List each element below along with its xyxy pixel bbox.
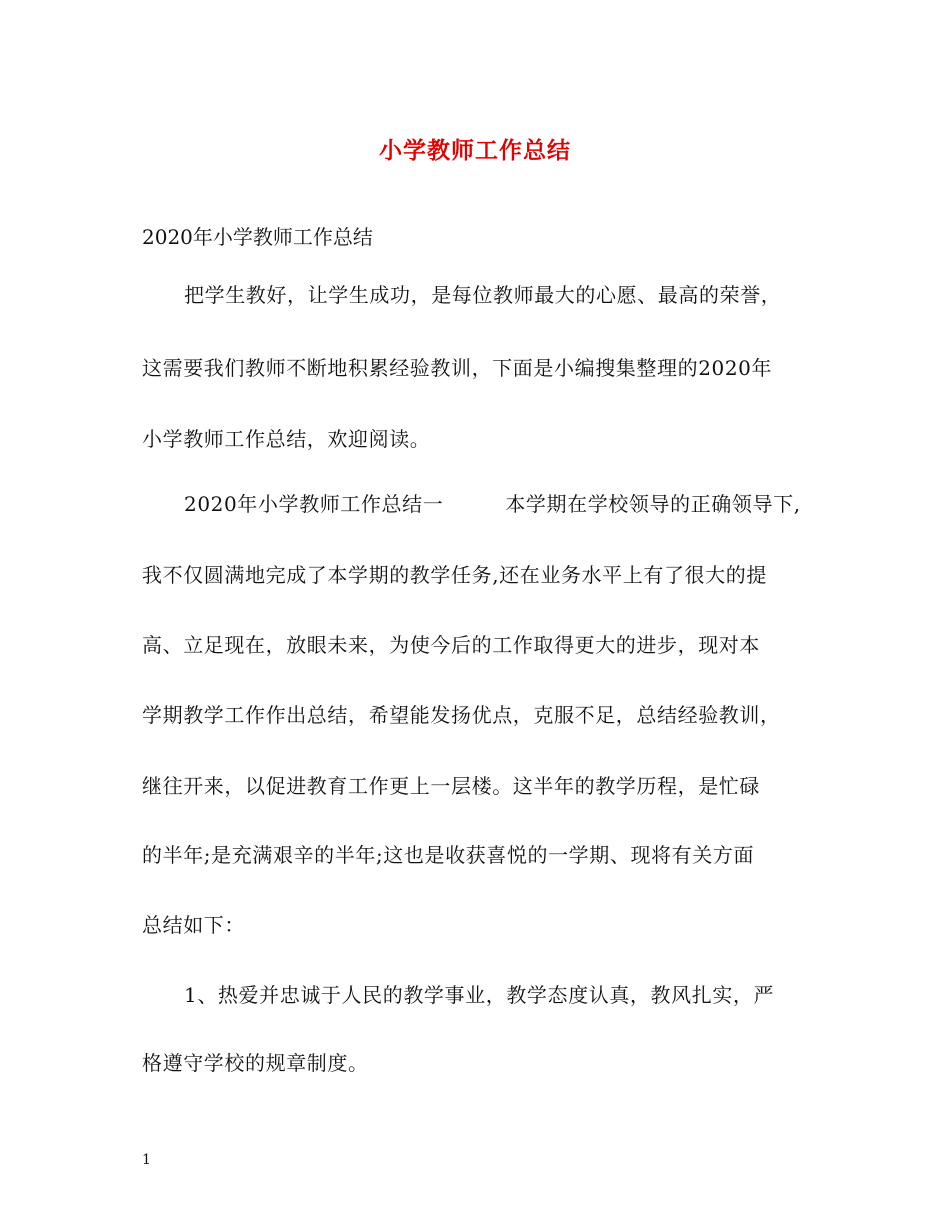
section-heading-1: 2020年小学教师工作总结一 bbox=[184, 492, 444, 516]
paragraph-2-line-3: 高、立足现在，放眼未来，为使今后的工作取得更大的进步，现对本 bbox=[142, 633, 760, 657]
paragraph-3-line-2: 格遵守学校的规章制度。 bbox=[142, 1051, 369, 1075]
page-number: 1 bbox=[142, 1152, 151, 1168]
paragraph-2-line-5: 继往开来，以促进教育工作更上一层楼。这半年的教学历程，是忙碌 bbox=[142, 774, 760, 798]
paragraph-2-intro: 本学期在学校领导的正确领导下, bbox=[505, 492, 801, 516]
paragraph-2-line-2: 我不仅圆满地完成了本学期的教学任务,还在业务水平上有了很大的提 bbox=[142, 563, 767, 587]
paragraph-2-line-6: 的半年;是充满艰辛的半年;这也是收获喜悦的一学期、现将有关方面 bbox=[142, 843, 755, 867]
document-subheading: 2020年小学教师工作总结 bbox=[142, 225, 373, 249]
paragraph-1-line-1: 把学生教好，让学生成功，是每位教师最大的心愿、最高的荣誉， bbox=[184, 283, 782, 307]
paragraph-2-line-1 bbox=[184, 489, 824, 519]
document-title: 小学教师工作总结 bbox=[379, 137, 571, 164]
paragraph-2-line-7: 总结如下： bbox=[142, 913, 245, 937]
paragraph-1-line-3: 小学教师工作总结，欢迎阅读。 bbox=[142, 427, 431, 451]
paragraph-1-line-2: 这需要我们教师不断地积累经验教训，下面是小编搜集整理的2020年 bbox=[142, 356, 773, 380]
paragraph-3-line-1: 1、热爱并忠诚于人民的教学事业，教学态度认真，教风扎实，严 bbox=[184, 983, 775, 1007]
paragraph-2-line-4: 学期教学工作作出总结，希望能发扬优点，克服不足，总结经验教训， bbox=[142, 703, 781, 727]
